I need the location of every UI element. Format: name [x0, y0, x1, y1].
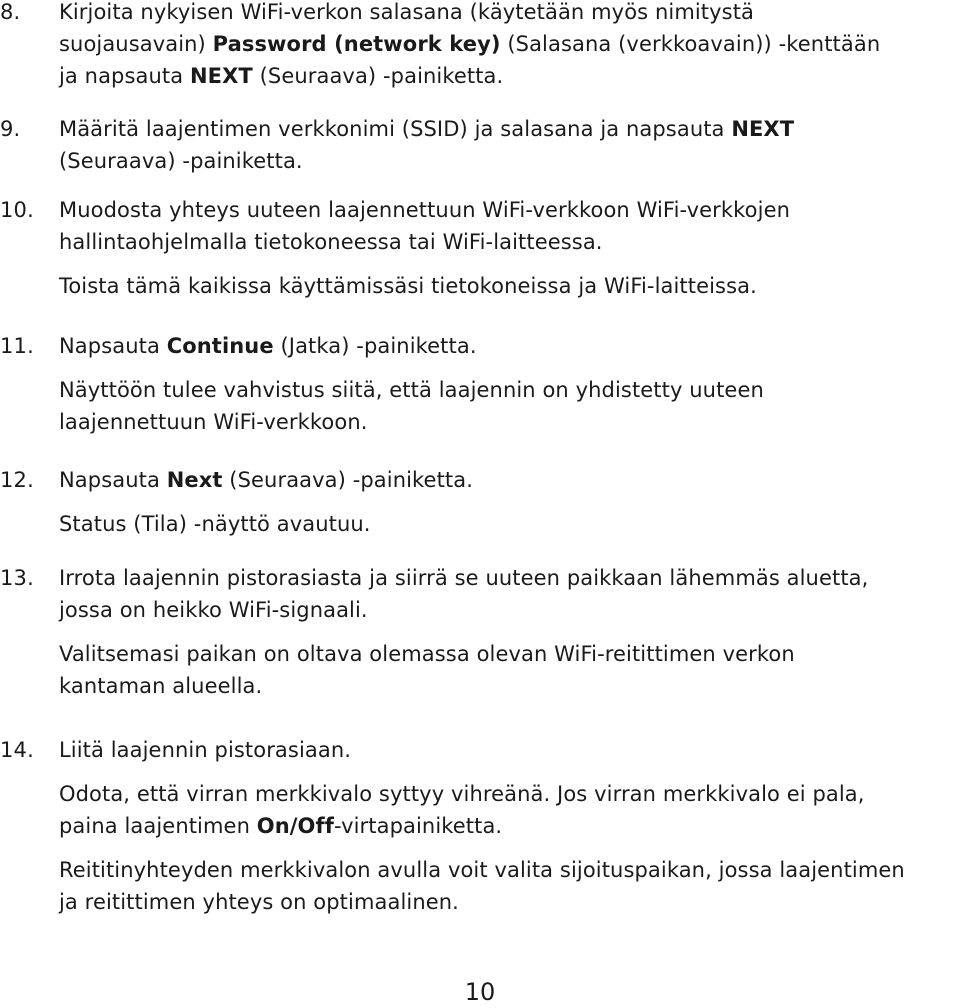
text-segment: (Seuraava) -painiketta.: [252, 64, 504, 88]
text-line: [59, 28, 950, 60]
text-segment: ja reitittimen yhteys on optimaalinen.: [59, 890, 459, 914]
text-line: [59, 508, 950, 540]
step-paragraph: [59, 562, 950, 626]
text-segment: Napsauta: [59, 468, 167, 492]
text-line: [59, 145, 950, 177]
step-number: 14.: [0, 738, 34, 762]
text-line: [59, 270, 950, 302]
text-line: [59, 194, 950, 226]
text-segment: (Seuraava) -painiketta.: [222, 468, 473, 492]
page-number: 10: [464, 978, 496, 1006]
step-paragraph: [59, 113, 950, 177]
text-segment: Muodosta yhteys uuteen laajennettuun WiFi-verkkoon WiFi-verkkojen: [59, 198, 790, 222]
step-body: [59, 330, 950, 438]
text-segment: paina laajentimen: [59, 814, 257, 838]
text-segment: Valitsemasi paikan on oltava olemassa olevan WiFi-reitittimen verkon: [59, 642, 795, 666]
step-paragraph: [59, 638, 950, 702]
text-segment: Määritä laajentimen verkkonimi (SSID) ja salasana ja napsauta: [59, 117, 732, 141]
text-line: [59, 374, 950, 406]
step-body: [59, 734, 950, 918]
step-number: 12.: [0, 468, 34, 492]
ui-term: NEXT: [189, 64, 253, 88]
text-segment: Liitä laajennin pistorasiaan.: [59, 738, 351, 762]
step-paragraph: [59, 778, 950, 842]
text-segment: Irrota laajennin pistorasiasta ja siirrä se uuteen paikkaan lähemmäs aluetta,: [59, 566, 869, 590]
instruction-step: [0, 562, 950, 702]
text-line: [59, 810, 950, 842]
text-segment: (Jatka) -painiketta.: [273, 334, 477, 358]
text-line: [59, 670, 950, 702]
text-line: [59, 464, 950, 496]
text-segment: -virtapainiketta.: [333, 814, 503, 838]
instruction-step: [0, 330, 950, 438]
text-segment: jossa on heikko WiFi-signaali.: [59, 598, 368, 622]
step-body: [59, 194, 950, 302]
step-number: 13.: [0, 566, 34, 590]
text-line: [59, 226, 950, 258]
instruction-step: [0, 464, 950, 540]
step-paragraph: [59, 734, 950, 766]
text-segment: kantaman alueella.: [59, 674, 263, 698]
step-paragraph: [59, 464, 950, 496]
text-line: [59, 778, 950, 810]
text-segment: (Salasana (verkkoavain)) -kenttään: [500, 32, 881, 56]
step-number: 9.: [0, 117, 21, 141]
step-number: 8.: [0, 0, 21, 24]
text-line: [59, 638, 950, 670]
instruction-step: [0, 0, 950, 92]
step-body: [59, 0, 950, 92]
text-segment: laajennettuun WiFi-verkkoon.: [59, 410, 368, 434]
step-body: [59, 464, 950, 540]
ui-term: NEXT: [731, 117, 795, 141]
text-segment: Napsauta: [59, 334, 167, 358]
step-number: 11.: [0, 334, 34, 358]
instruction-step: [0, 734, 950, 918]
text-segment: Status (Tila) -näyttö avautuu.: [59, 512, 371, 536]
text-line: [59, 886, 950, 918]
text-line: [59, 854, 950, 886]
text-line: [59, 406, 950, 438]
step-body: [59, 113, 950, 177]
step-paragraph: [59, 508, 950, 540]
ui-term: Password (network key): [212, 32, 501, 56]
text-segment: Toista tämä kaikissa käyttämissäsi tietokoneissa ja WiFi-laitteissa.: [59, 274, 757, 298]
text-line: [59, 734, 950, 766]
instruction-step: [0, 194, 950, 302]
text-segment: hallintaohjelmalla tietokoneessa tai WiFi-laitteessa.: [59, 230, 603, 254]
text-segment: Kirjoita nykyisen WiFi-verkon salasana (käytetään myös nimitystä: [59, 0, 755, 24]
text-segment: Näyttöön tulee vahvistus siitä, että laajennin on yhdistetty uuteen: [59, 378, 764, 402]
step-paragraph: [59, 854, 950, 918]
text-segment: suojausavain): [59, 32, 213, 56]
ui-term: On/Off: [256, 814, 334, 838]
text-line: [59, 113, 950, 145]
text-segment: Odota, että virran merkkivalo syttyy vihreänä. Jos virran merkkivalo ei pala,: [59, 782, 865, 806]
text-line: [59, 562, 950, 594]
step-paragraph: [59, 270, 950, 302]
text-line: [59, 330, 950, 362]
step-body: [59, 562, 950, 702]
text-line: [59, 0, 950, 28]
step-number: 10.: [0, 198, 34, 222]
text-segment: ja napsauta: [59, 64, 190, 88]
step-paragraph: [59, 0, 950, 92]
ui-term: Continue: [166, 334, 274, 358]
text-line: [59, 60, 950, 92]
ui-term: Next: [166, 468, 223, 492]
text-segment: Reititinyhteyden merkkivalon avulla voit valita sijoituspaikan, jossa laajentimen: [59, 858, 905, 882]
instruction-step: [0, 113, 950, 177]
step-paragraph: [59, 194, 950, 258]
text-segment: (Seuraava) -painiketta.: [59, 149, 303, 173]
step-paragraph: [59, 330, 950, 362]
step-paragraph: [59, 374, 950, 438]
text-line: [59, 594, 950, 626]
